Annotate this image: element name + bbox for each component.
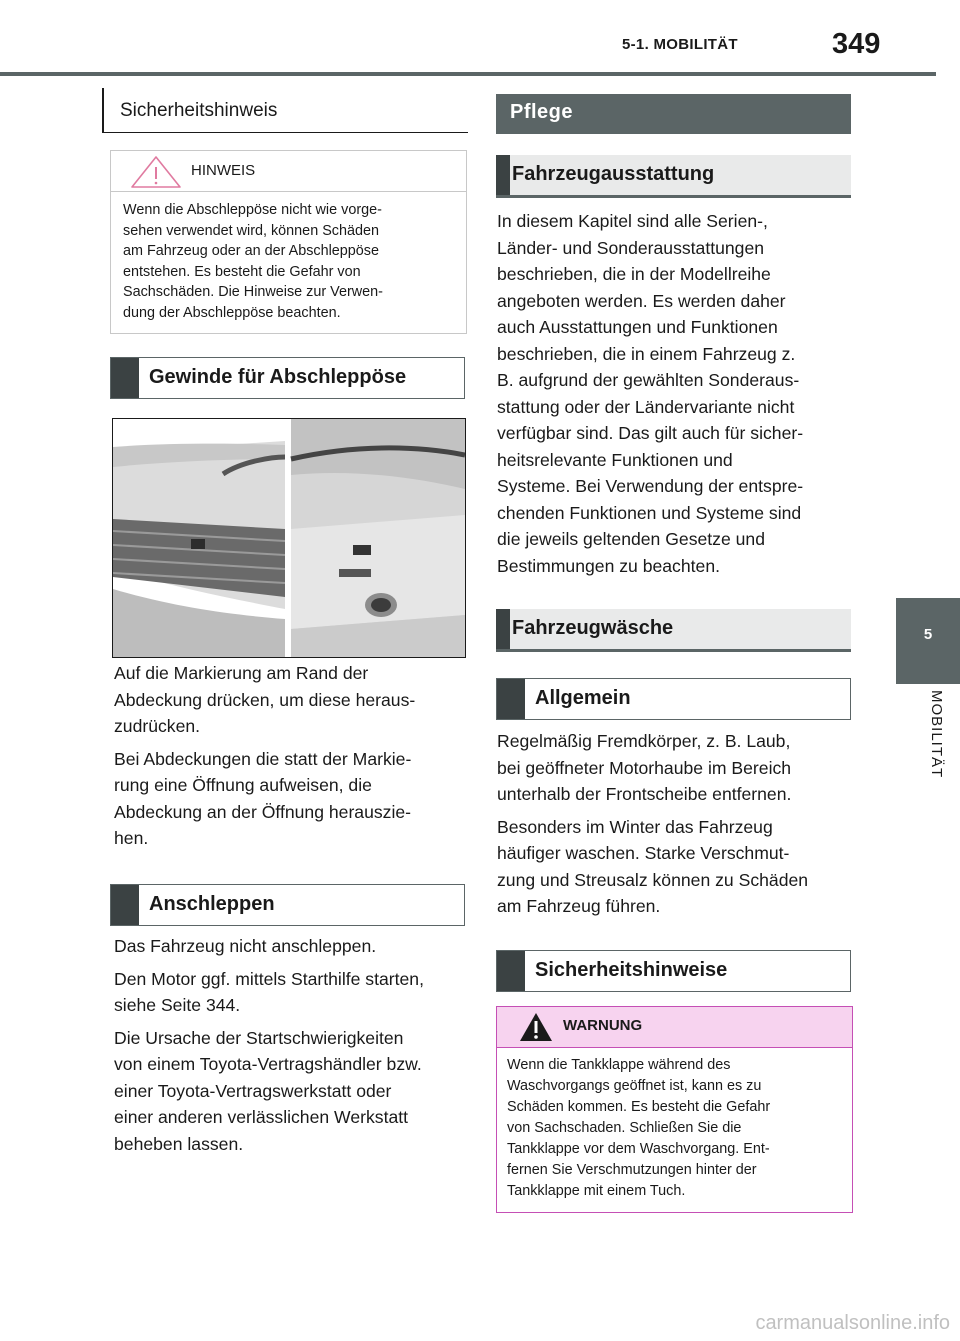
text-line: bei geöffneter Motorhaube im Bereich [497, 757, 792, 778]
chapter-tab-rule [896, 680, 960, 684]
thread-instructions [114, 660, 474, 858]
heading-bar [496, 155, 510, 195]
notice-line: Sachschäden. Die Hinweise zur Verwen- [123, 284, 383, 300]
text-line: Den Motor ggf. mittels Starthilfe starten, [114, 968, 424, 989]
notice-header [111, 151, 466, 192]
bumper-illustration [113, 419, 465, 657]
warning-body [497, 1048, 852, 1212]
equipment-heading [496, 155, 851, 198]
care-main-heading-text: Pflege [510, 101, 574, 123]
text-line: häufiger waschen. Starke Verschmut- [497, 843, 790, 863]
text-line: rung eine Öffnung aufweisen, die [114, 775, 372, 795]
text-line: siehe Seite 344. [114, 995, 241, 1015]
text-line: heitsrelevante Funktionen und [497, 449, 733, 470]
text-line: stattung oder der Ländervariante nicht [497, 396, 795, 417]
text-line: hen. [114, 828, 149, 848]
text-line: angeboten werden. Es werden daher [497, 290, 786, 311]
header-rule [0, 72, 936, 76]
text-line: beschrieben, die in der Modellreihe [497, 264, 771, 284]
thread-heading [110, 357, 465, 399]
warning-line: Wenn die Tankklappe während des [507, 1057, 731, 1073]
text-line: von einem Toyota-Vertragshändler bzw. [114, 1054, 422, 1074]
paragraph [114, 746, 474, 852]
warning-label: WARNUNG [563, 1017, 643, 1034]
notice-line: sehen verwendet wird, können Schäden [123, 222, 380, 239]
safety-notes-heading [496, 950, 851, 992]
text-line: Systeme. Bei Verwendung der entspre- [497, 476, 804, 496]
text-line: B. aufgrund der gewählten Sonderaus- [497, 370, 800, 390]
heading-bar [496, 609, 510, 649]
bumper-photo [112, 418, 466, 658]
warning-line: Waschvorgangs geöffnet ist, kann es zu [507, 1078, 762, 1094]
text-line: zudrücken. [114, 716, 201, 736]
warning-line: Tankklappe vor dem Waschvorgang. Ent- [507, 1141, 770, 1157]
paragraph [114, 933, 474, 960]
text-line: Regelmäßig Fremdkörper, z. B. Laub, [497, 731, 791, 751]
chapter-number: 5 [923, 626, 933, 643]
heading-bar [497, 951, 525, 991]
notice-line: Wenn die Abschleppöse nicht wie vorge- [123, 202, 382, 218]
general-heading [496, 678, 851, 720]
general-heading-text: Allgemein [535, 687, 631, 709]
text-line: beheben lassen. [114, 1133, 244, 1154]
text-line: Besonders im Winter das Fahrzeug [497, 816, 773, 837]
watermark-link[interactable]: carmanualsonline.info [755, 1312, 950, 1334]
heading-bar [111, 885, 139, 925]
caution-triangle-icon [129, 155, 183, 189]
text-line: beschrieben, die in einem Fahrzeug z. [497, 343, 796, 364]
notice-box [110, 150, 467, 334]
thread-heading-text: Gewinde für Abschleppöse [149, 366, 407, 388]
safety-notes-heading-text: Sicherheitshinweise [535, 959, 728, 981]
notice-body [111, 192, 466, 333]
car-wash-heading [496, 609, 851, 652]
text-line: verfügbar sind. Das gilt auch für sicher- [497, 423, 804, 443]
warning-box [496, 1006, 853, 1213]
running-header-section: 5-1. MOBILITÄT [622, 36, 738, 53]
text-line: Länder- und Sonderausstattungen [497, 237, 765, 258]
equipment-heading-text: Fahrzeugausstattung [512, 163, 715, 185]
notice-label: HINWEIS [191, 162, 256, 179]
warning-triangle-icon [519, 1012, 553, 1042]
warning-line: Tankklappe mit einem Tuch. [507, 1183, 686, 1199]
general-text [497, 728, 857, 926]
text-line: zung und Streusalz können zu Schäden [497, 869, 809, 890]
equipment-text [497, 208, 857, 579]
paragraph [114, 966, 474, 1019]
text-line: die jeweils geltenden Gesetze und [497, 529, 765, 549]
text-line: Das Fahrzeug nicht anschleppen. [114, 936, 377, 956]
tow-start-text [114, 933, 474, 1163]
text-line: Die Ursache der Startschwierigkeiten [114, 1027, 404, 1048]
tow-start-heading [110, 884, 465, 926]
heading-bar [497, 679, 525, 719]
chapter-title: MOBILITÄT [928, 690, 945, 779]
text-line: am Fahrzeug führen. [497, 896, 661, 916]
notice-line: entstehen. Es besteht die Gefahr von [123, 263, 361, 280]
text-line: einer Toyota-Vertragswerkstatt oder [114, 1080, 392, 1101]
notice-line: dung der Abschleppöse beachten. [123, 304, 341, 321]
warning-line: von Sachschaden. Schließen Sie die [507, 1120, 742, 1136]
heading-bar [111, 358, 139, 398]
text-line: unterhalb der Frontscheibe entfernen. [497, 784, 792, 804]
text-line: Abdeckung an der Öffnung herauszie- [114, 801, 412, 822]
paragraph [497, 728, 857, 808]
page-number: 349 [832, 28, 881, 60]
safety-note-heading-text: Sicherheitshinweis [120, 100, 278, 121]
notice-line: am Fahrzeug oder an der Abschleppöse [123, 243, 379, 259]
text-line: In diesem Kapitel sind alle Serien-, [497, 211, 768, 231]
text-line: Abdeckung drücken, um diese heraus- [114, 689, 416, 710]
text-line: einer anderen verlässlichen Werkstatt [114, 1107, 409, 1127]
text-line: Auf die Markierung am Rand der [114, 663, 369, 683]
text-line: Bei Abdeckungen die statt der Markie- [114, 748, 412, 769]
text-line: chenden Funktionen und Systeme sind [497, 502, 802, 523]
warning-line: Schäden kommen. Es besteht die Gefahr [507, 1099, 771, 1115]
text-line: auch Ausstattungen und Funktionen [497, 317, 778, 337]
tow-start-heading-text: Anschleppen [149, 893, 275, 915]
warning-line: fernen Sie Verschmutzungen hinter der [507, 1162, 757, 1178]
paragraph [497, 814, 857, 920]
car-wash-heading-text: Fahrzeugwäsche [512, 617, 674, 639]
text-line: Bestimmungen zu beachten. [497, 555, 720, 576]
paragraph [114, 660, 474, 740]
safety-note-heading [102, 88, 468, 133]
care-main-heading [496, 94, 851, 134]
paragraph [114, 1025, 474, 1158]
warning-header [497, 1007, 852, 1048]
